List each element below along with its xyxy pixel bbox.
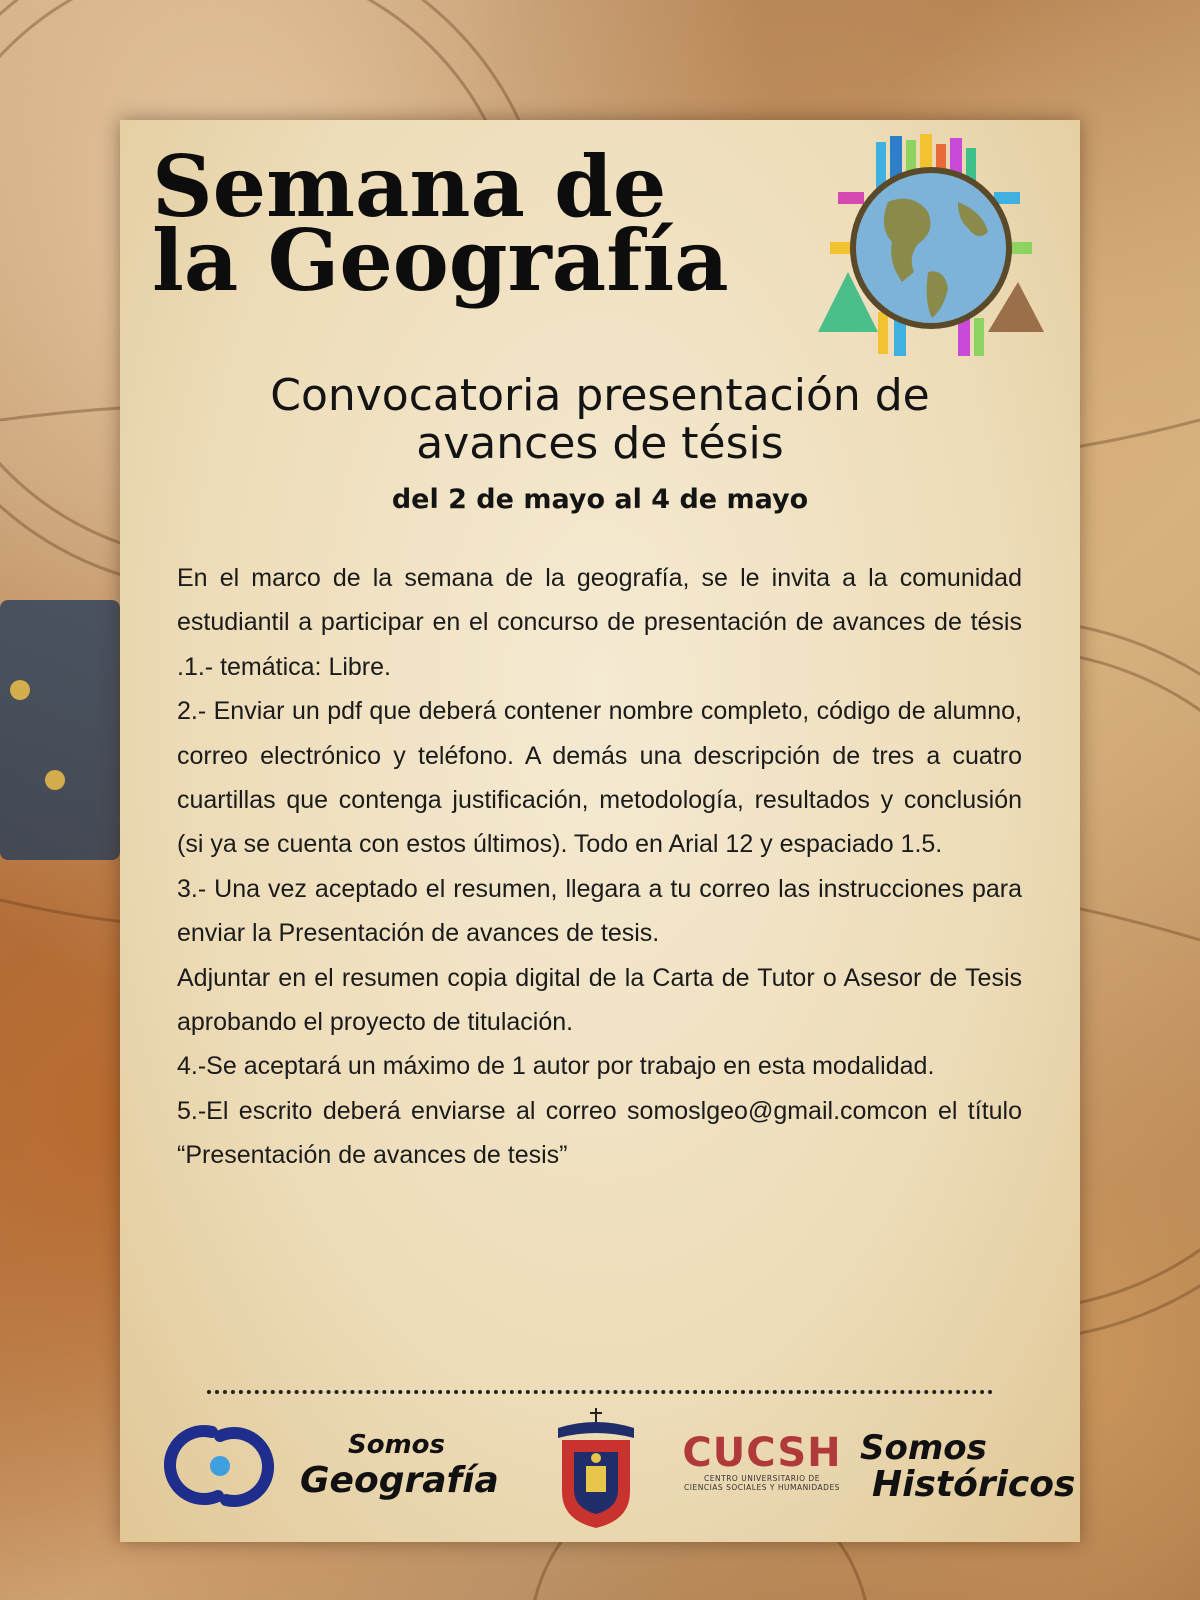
paragraph-rule-5: 5.-El escrito deberá enviarse al correo somoslgeo@gmail.comcon el título “Presentación de avances de tesis” bbox=[177, 1096, 1022, 1170]
paragraph-attachment: Adjuntar en el resumen copia digital de la Carta de Tutor o Asesor de Tesis aprobando el proyecto de titulación. bbox=[177, 963, 1022, 1037]
paragraph-rule-4: 4.-Se aceptará un máximo de 1 autor por trabajo en esta modalidad. bbox=[177, 1052, 935, 1081]
subtitle-line-1: Convocatoria presentación de bbox=[270, 370, 930, 421]
paragraph-rule-3: 3.- Una vez aceptado el resumen, llegara a tu correo las instrucciones para enviar la Presentación de avances de tesis. bbox=[177, 874, 1022, 948]
somos-geografia-logo bbox=[300, 1430, 500, 1500]
udg-seal-icon bbox=[550, 1408, 642, 1530]
event-dates: del 2 de mayo al 4 de mayo bbox=[391, 484, 809, 515]
title-line-2: la Geografía bbox=[152, 211, 729, 310]
somos-hist-line-1: Somos bbox=[860, 1428, 987, 1468]
poster-title bbox=[152, 137, 812, 310]
somos-hist-line-2: Históricos bbox=[872, 1464, 1076, 1505]
cg-swirl-icon bbox=[164, 1420, 276, 1512]
cucsh-acronym: CUCSH bbox=[682, 1430, 842, 1476]
somos-historicos-logo bbox=[858, 1428, 1076, 1508]
title-line-1: Semana de bbox=[152, 137, 667, 236]
call-subtitle bbox=[130, 372, 1070, 468]
cucsh-line-1: CENTRO UNIVERSITARIO DE bbox=[704, 1474, 820, 1483]
paragraph-intro: En el marco de la semana de la geografía, se le invita a la comunidad estudiantil a participar en el concurso de presentación de avances de tésis .1.- temática: Libre. bbox=[177, 564, 1022, 681]
somos-geo-line-1: Somos bbox=[348, 1430, 446, 1460]
cucsh-line-2: CIENCIAS SOCIALES Y HUMANIDADES bbox=[684, 1483, 840, 1492]
call-body bbox=[177, 556, 1022, 1178]
paragraph-rule-2: 2.- Enviar un pdf que deberá contener nombre completo, código de alumno, correo electrónico y teléfono. A demás una descripción de tres a cuatro cuartillas que contenga justificación, metodología, resultados y conclusión (si ya se cuenta con estos últimos). Todo en Arial 12 y espaciado 1.5. bbox=[177, 697, 1022, 859]
globe-city-icon bbox=[818, 132, 1044, 360]
subtitle-line-2: avances de tésis bbox=[416, 418, 784, 469]
dotted-divider bbox=[207, 1390, 993, 1394]
cucsh-logo bbox=[676, 1432, 848, 1502]
somos-geo-line-2: Geografía bbox=[300, 1460, 499, 1501]
